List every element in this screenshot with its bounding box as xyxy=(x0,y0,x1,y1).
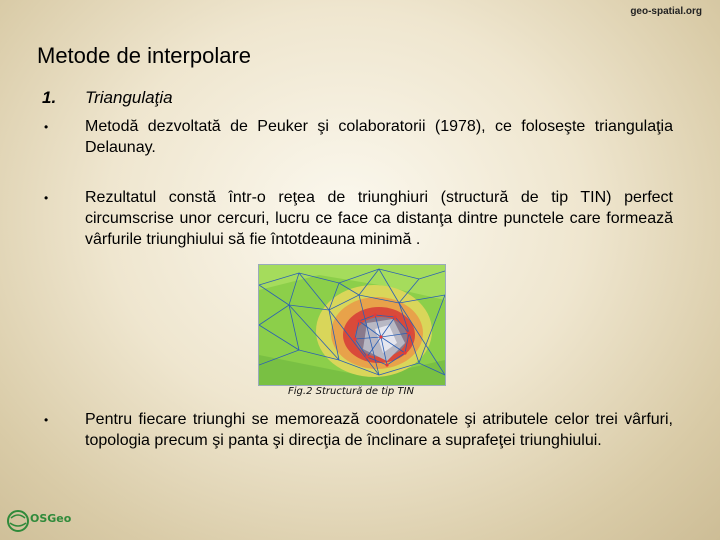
site-label: geo-spatial.org xyxy=(630,6,702,17)
slide-title: Metode de interpolare xyxy=(37,43,252,68)
bullet-text-1: Metodă dezvoltată de Peuker şi colaboratorii (1978), ce foloseşte triangulaţia Delaunay. xyxy=(85,118,673,156)
tin-illustration xyxy=(259,265,445,385)
logo-text: OSGeo xyxy=(30,512,72,525)
bullet-text-3: Pentru fiecare triunghi se memorează coordonatele şi atributele celor trei vârfuri, topologia precum şi panta şi direcţia de înclinare a suprafeţei triunghiului. xyxy=(85,411,673,449)
figure-caption: Fig.2 Structură de tip TIN xyxy=(288,386,414,397)
tin-figure xyxy=(258,264,446,386)
osgeo-logo xyxy=(4,506,72,536)
bullet-marker: • xyxy=(44,413,49,427)
section-title: Triangulaţia xyxy=(85,88,173,107)
globe-icon xyxy=(6,508,30,534)
section-number: 1. xyxy=(42,88,57,107)
bullet-text-2: Rezultatul constă într-o reţea de triunghiuri (structură de tip TIN) perfect circumscrise unor cercuri, lucru ce face ca distanţa dintre punctele care formează vârfurile triunghiului să fie întotdeauna minimă . xyxy=(85,189,673,248)
bullet-marker: • xyxy=(44,191,49,205)
bullet-marker: • xyxy=(44,120,49,134)
